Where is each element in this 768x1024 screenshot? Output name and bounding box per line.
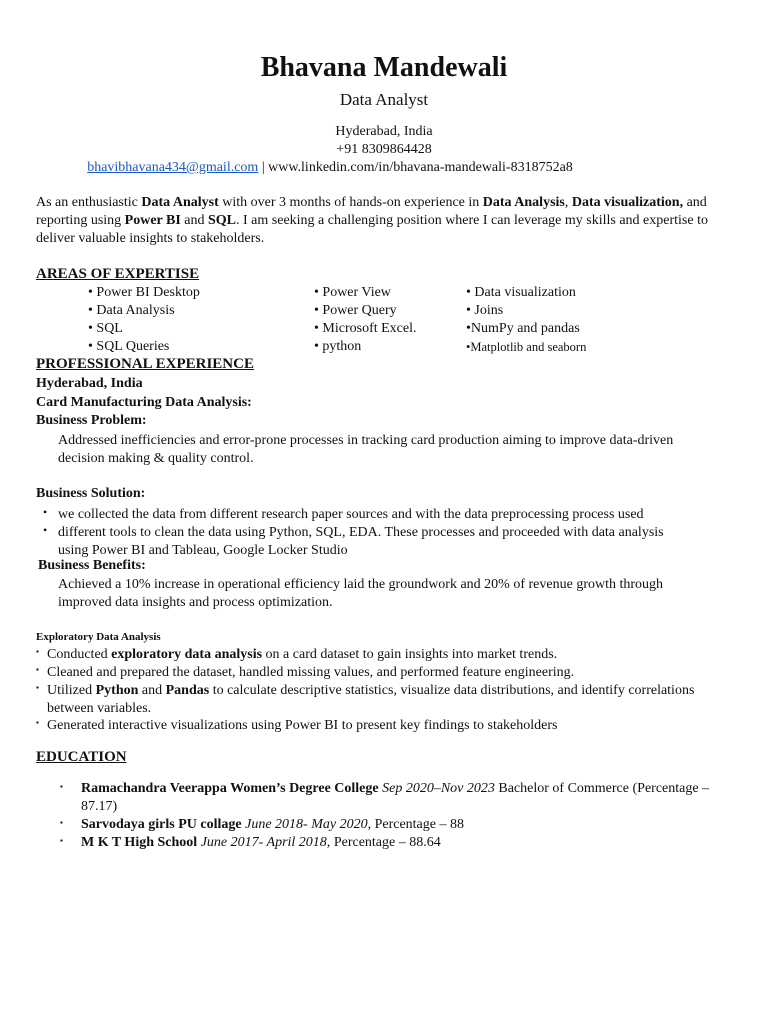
skill-item: • SQL Queries — [88, 339, 170, 354]
eda-bold: Python — [95, 683, 139, 698]
school-name: Sarvodaya girls PU collage — [81, 817, 242, 832]
eda-bold: Pandas — [165, 683, 210, 698]
school-name: Ramachandra Veerappa Women’s Degree College — [81, 781, 379, 796]
school-detail: , Percentage – 88 — [367, 817, 464, 832]
candidate-name: Bhavana Mandewali — [260, 52, 508, 83]
email-link[interactable]: bhavibhavana434@gmail.com — [87, 160, 259, 175]
education-item — [81, 780, 711, 816]
phone-number: +91 8309864428 — [336, 142, 432, 157]
eda-item: Generated interactive visualizations using Power BI to present key findings to stakeholders — [47, 718, 558, 733]
education-item — [81, 816, 464, 834]
skill-item: • SQL — [88, 321, 123, 336]
skill-item: • Data Analysis — [88, 303, 175, 318]
solution-label: Business Solution: — [36, 486, 146, 501]
eda-item — [47, 646, 557, 664]
summary-text: , — [564, 195, 572, 210]
bullet-icon: • — [43, 505, 48, 519]
education-heading: EDUCATION — [36, 749, 127, 765]
eda-text: and — [138, 683, 166, 698]
eda-heading: Exploratory Data Analysis — [36, 631, 161, 643]
summary-text: and — [180, 213, 208, 228]
bullet-icon: • — [43, 523, 48, 537]
summary-bold: Data visualization, — [571, 195, 684, 210]
skill-item: • Data visualization — [466, 285, 576, 300]
expertise-heading: AREAS OF EXPERTISE — [36, 266, 200, 282]
eda-text: to calculate descriptive statistics, visualize data distributions, and identify correlations between variables. — [47, 683, 695, 716]
skill-item: • Joins — [466, 303, 504, 318]
summary-text: with over 3 months of hands-on experience in — [218, 195, 483, 210]
experience-location: Hyderabad, India — [36, 376, 143, 391]
summary-bold: SQL — [208, 213, 237, 228]
summary-bold: Data Analysis — [482, 195, 565, 210]
skill-item: • Power BI Desktop — [88, 285, 200, 300]
linkedin-url[interactable]: www.linkedin.com/in/bhavana-mandewali-8318752a8 — [268, 160, 573, 175]
location: Hyderabad, India — [335, 124, 433, 139]
eda-text: Utilized — [47, 683, 96, 698]
contact-separator: | — [258, 160, 269, 175]
bullet-icon: ▪ — [36, 665, 39, 674]
summary-text: As an enthusiastic — [36, 195, 142, 210]
summary-text: and reporting using — [36, 195, 707, 228]
project-title: Card Manufacturing Data Analysis: — [36, 395, 252, 410]
summary-bold: Power BI — [124, 213, 181, 228]
bullet-icon: ▪ — [60, 836, 63, 845]
bullet-icon: ▪ — [60, 782, 63, 791]
solution-item: we collected the data from different research paper sources and with the data preprocessing process used — [58, 507, 644, 522]
benefits-text: Achieved a 10% increase in operational efficiency laid the groundwork and 20% of revenue growth through improved data insights and process optimization. — [58, 577, 664, 610]
eda-text: on a card dataset to gain insights into market trends. — [262, 647, 558, 662]
skill-item: •NumPy and pandas — [466, 321, 580, 336]
eda-bold: exploratory data analysis — [111, 647, 263, 662]
school-dates: June 2018- May 2020 — [241, 817, 368, 832]
summary-bold: Data Analyst — [141, 195, 219, 210]
skill-item: •Matplotlib and seaborn — [466, 340, 587, 354]
school-dates: June 2017- April 2018, — [197, 835, 331, 850]
school-dates: Sep 2020–Nov 2023 — [378, 781, 495, 796]
problem-label: Business Problem: — [36, 413, 147, 428]
skill-item: • Microsoft Excel. — [314, 321, 417, 336]
problem-text: Addressed inefficiencies and error-prone processes in tracking card production aiming to improve data-driven decision making & quality control. — [58, 433, 674, 466]
eda-text: Conducted — [47, 647, 112, 662]
experience-heading: PROFESSIONAL EXPERIENCE — [36, 356, 254, 372]
bullet-icon: ▪ — [36, 718, 39, 727]
school-name: M K T High School — [81, 835, 198, 850]
bullet-icon: ▪ — [36, 647, 39, 656]
school-detail: Bachelor of Commerce (Percentage – 87.17) — [81, 781, 710, 814]
skill-item: • python — [314, 339, 362, 354]
summary-text: . I am seeking a challenging position where I can leverage my skills and expertise to deliver valuable insights to stakeholders. — [36, 213, 708, 246]
job-title: Data Analyst — [339, 90, 429, 109]
eda-item: Cleaned and prepared the dataset, handled missing values, and performed feature engineering. — [47, 665, 575, 680]
bullet-icon: ▪ — [36, 683, 39, 692]
solution-item: different tools to clean the data using Python, SQL, EDA. These processes and proceeded with data analysis using Power BI and Tableau, Google Locker Studio — [58, 525, 664, 558]
bullet-icon: ▪ — [60, 818, 63, 827]
summary-paragraph — [36, 194, 726, 248]
skill-item: • Power Query — [314, 303, 397, 318]
skill-item: • Power View — [314, 285, 391, 300]
contact-line — [0, 160, 660, 176]
education-item — [81, 834, 441, 852]
eda-item — [47, 682, 697, 718]
school-detail: Percentage – 88.64 — [330, 835, 441, 850]
benefits-label: Business Benefits: — [38, 558, 146, 573]
